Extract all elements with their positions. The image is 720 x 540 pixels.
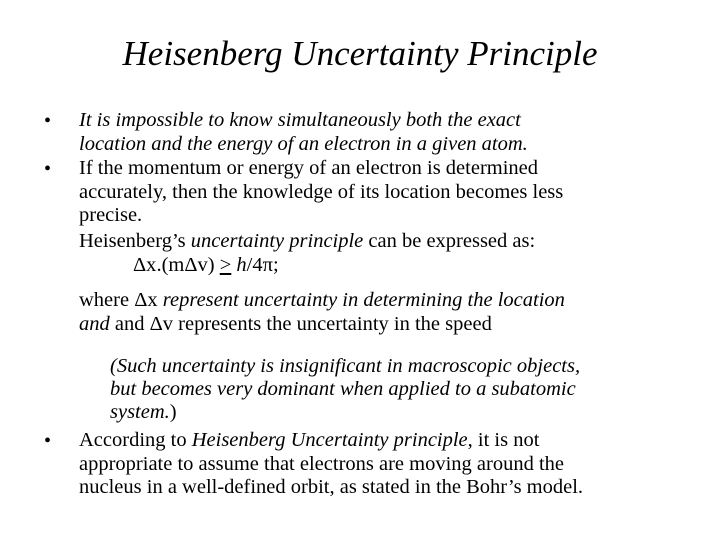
paragraph-bohr	[79, 429, 679, 500]
para2-line1: If the momentum or energy of an electron is determined	[79, 157, 539, 179]
bullet-2: •	[44, 158, 52, 180]
where-d: and	[109, 312, 150, 335]
formula-close: )	[207, 254, 220, 276]
formula-dv: Δv	[184, 254, 208, 276]
para1-line2: location and the energy of an electron in a given atom.	[79, 132, 528, 155]
formula-dot: .(m	[156, 254, 185, 276]
bullet-1: •	[44, 110, 52, 132]
para3-a: Heisenberg’s	[79, 230, 191, 252]
para2-line3: precise.	[79, 204, 143, 226]
para2-line2: accurately, then the knowledge of its location becomes less	[79, 180, 564, 203]
paragraph-where	[79, 289, 679, 336]
para4-line2: appropriate to assume that electrons are moving around the	[79, 452, 565, 475]
note-line3-paren: )	[169, 401, 177, 423]
para4-line1	[79, 429, 679, 453]
where-line2	[79, 313, 679, 337]
formula	[133, 254, 720, 278]
bullet-3: •	[44, 430, 52, 452]
where-dx: Δx	[134, 289, 158, 311]
where-b: represent uncertainty in determining the location	[157, 289, 565, 311]
where-a: where	[79, 289, 135, 311]
formula-pi: π	[262, 254, 273, 276]
para3-c: can be expressed as:	[363, 230, 536, 252]
paragraph-expression	[79, 230, 679, 254]
formula-semi: ;	[272, 254, 279, 276]
note-line1: (Such uncertainty is insignificant in macroscopic objects,	[110, 355, 581, 377]
para4-line3: nucleus in a well-defined orbit, as stated in the Bohr’s model.	[79, 476, 584, 498]
formula-div: /4	[246, 254, 263, 276]
where-c: and	[79, 312, 110, 335]
formula-h: h	[231, 254, 247, 276]
formula-dx: Δx	[133, 254, 157, 276]
para3-b: uncertainty principle	[190, 230, 364, 252]
para4-c: , it is not	[467, 429, 540, 451]
paragraph-impossibility	[79, 109, 679, 156]
note-line3	[110, 401, 710, 424]
formula-ge: >	[219, 254, 232, 276]
paragraph-note	[110, 355, 710, 424]
note-line3-text: system.	[110, 401, 170, 423]
slide-title: Heisenberg Uncertainty Principle	[122, 34, 598, 73]
where-e: represents the uncertainty in the speed	[173, 312, 492, 335]
para1-line1: It is impossible to know simultaneously both the exact	[79, 109, 521, 131]
paragraph-momentum	[79, 157, 679, 228]
note-line2: but becomes very dominant when applied to a subatomic	[110, 378, 576, 400]
where-line1	[79, 289, 679, 313]
para4-b: Heisenberg Uncertainty principle	[191, 429, 468, 451]
where-dv: Δv	[149, 312, 174, 335]
para4-a: According to	[79, 429, 192, 451]
